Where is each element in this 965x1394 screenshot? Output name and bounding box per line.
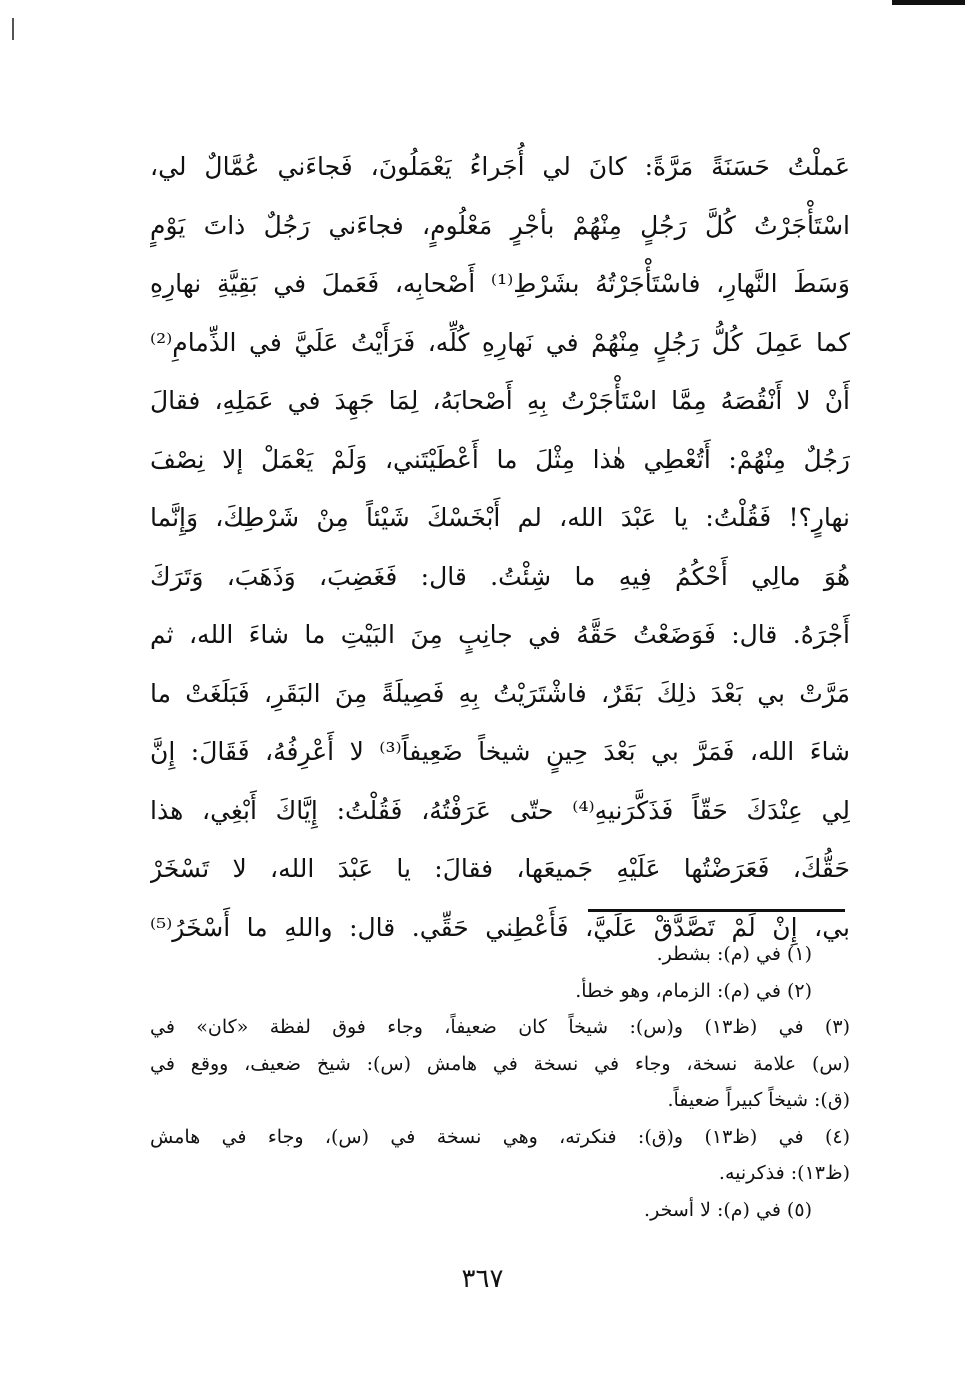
text-line: بي، إِنْ لَمْ تَصَّدَّقْ عَلَيَّ، فَأَعْطِني حَقِّي. قال: واللهِ ما أَسْخَرُ⁽⁵⁾ [150, 912, 850, 942]
footnote-separator [588, 909, 845, 912]
footnote-3-end: (ق): شيخاً كبيراً ضعيفاً. [667, 1089, 850, 1111]
text-line: كما عَمِلَ كُلُّ رَجُلٍ مِنْهُمْ في نَهارِهِ كُلِّه، فَرَأَيْتُ عَلَيَّ في الذِّمامِ⁽²⁾ [150, 327, 850, 357]
footnote-4-end: (ظ١٣): فذكرنيه. [718, 1162, 850, 1184]
text-line: نهارٍ؟! فَقُلْتُ: يا عَبْدَ الله، لم أَبْخَسْكَ شَيْئاً مِنْ شَرْطِكَ، وَإِنَّما [150, 503, 850, 532]
footnotes-block [150, 936, 850, 1228]
text-line: أَجْرَهُ. قال: فَوَضَعْتُ حَقَّهُ في جانِبٍ مِنَ البَيْتِ ما شاءَ الله، ثم [150, 620, 850, 649]
text-line: لِي عِنْدَكَ حَقّاً فَذَكَّرَنيهِ⁽⁴⁾ حتّى عَرَفْتُهُ، فَقُلْتُ: إِيَّاكَ أَبْغِي، هذا [150, 795, 850, 825]
footnote-3-cont: (س) علامة نسخة، وجاء في نسخة في هامش (س): شيخ ضعيف، ووقع في [150, 1052, 850, 1075]
text-line: شاءَ الله، فَمَرَّ بي بَعْدَ حِينٍ شيخاً ضَعِيفاً⁽³⁾ لا أَعْرِفُهُ، فَقَالَ: إِنَّ [150, 737, 850, 766]
footnote-3: (٣) في (ظ١٣) و(س): شيخاً كان ضعيفاً، وجاء فوق لفظة «كان» في [150, 1016, 850, 1038]
text-line: أَنْ لا أَنْقُصَهُ مِمَّا اسْتَأْجَرْتُ بِهِ أَصْحابَهُ، لِمَا جَهِدَ في عَمَلِهِ، فقالَ [150, 386, 850, 415]
text-line: وَسَطَ النَّهارِ، فاسْتَأْجَرْتُهُ بشَرْطِ⁽¹⁾ أَصْحابِه، فَعَملَ في بَقِيَّةِ نهارِهِ [150, 269, 850, 298]
left-margin-mark [12, 18, 14, 40]
footnote-4: (٤) في (ظ١٣) و(ق): فنكرته، وهي نسخة في (س)، وجاء في هامش [150, 1125, 850, 1148]
footnote-1: (١) في (م): بشطر. [656, 943, 812, 965]
page-number: ٣٦٧ [461, 1264, 504, 1294]
footnote-5: (٥) في (م): لا أسخر. [644, 1198, 812, 1221]
main-text-block [150, 138, 850, 957]
text-line: حَقُّكَ، فَعَرَضْتُها عَلَيْهِ جَميعَها، فقالَ: يا عَبْدَ الله، لا تَسْخَرْ [150, 854, 850, 883]
text-line: هُوَ مالِي أَحْكُمُ فِيهِ ما شِئْتُ. قال: فَغَضِبَ، وَذَهَبَ، وَتَرَكَ [150, 561, 850, 591]
text-line: رَجُلٌ مِنْهُمْ: أَتُعْطِي هٰذا مِثْلَ ما أَعْطَيْتَني، وَلَمْ يَعْمَلْ إلا نِصْفَ [150, 444, 850, 474]
footnote-2: (٢) في (م): الزمام، وهو خطأ. [575, 979, 812, 1002]
top-border-rule [892, 0, 965, 5]
text-line: عَملْتُ حَسَنَةً مَرَّةً: كانَ لي أُجَراءُ يَعْمَلُونَ، فَجاءَني عُمَّالٌ لي، [150, 152, 850, 181]
text-line: اسْتَأْجَرْتُ كُلَّ رَجُلٍ مِنْهُمْ بأجْرٍ مَعْلُومٍ، فجاءَني رَجُلٌ ذاتَ يَوْمٍ [150, 210, 850, 240]
text-line: مَرَّتْ بي بَعْدَ ذلِكَ بَقَرٌ، فاشْتَرَيْتُ بِهِ فَصِيلَةً مِنَ البَقَرِ، فَبَلَغَتْ ما [150, 678, 850, 708]
